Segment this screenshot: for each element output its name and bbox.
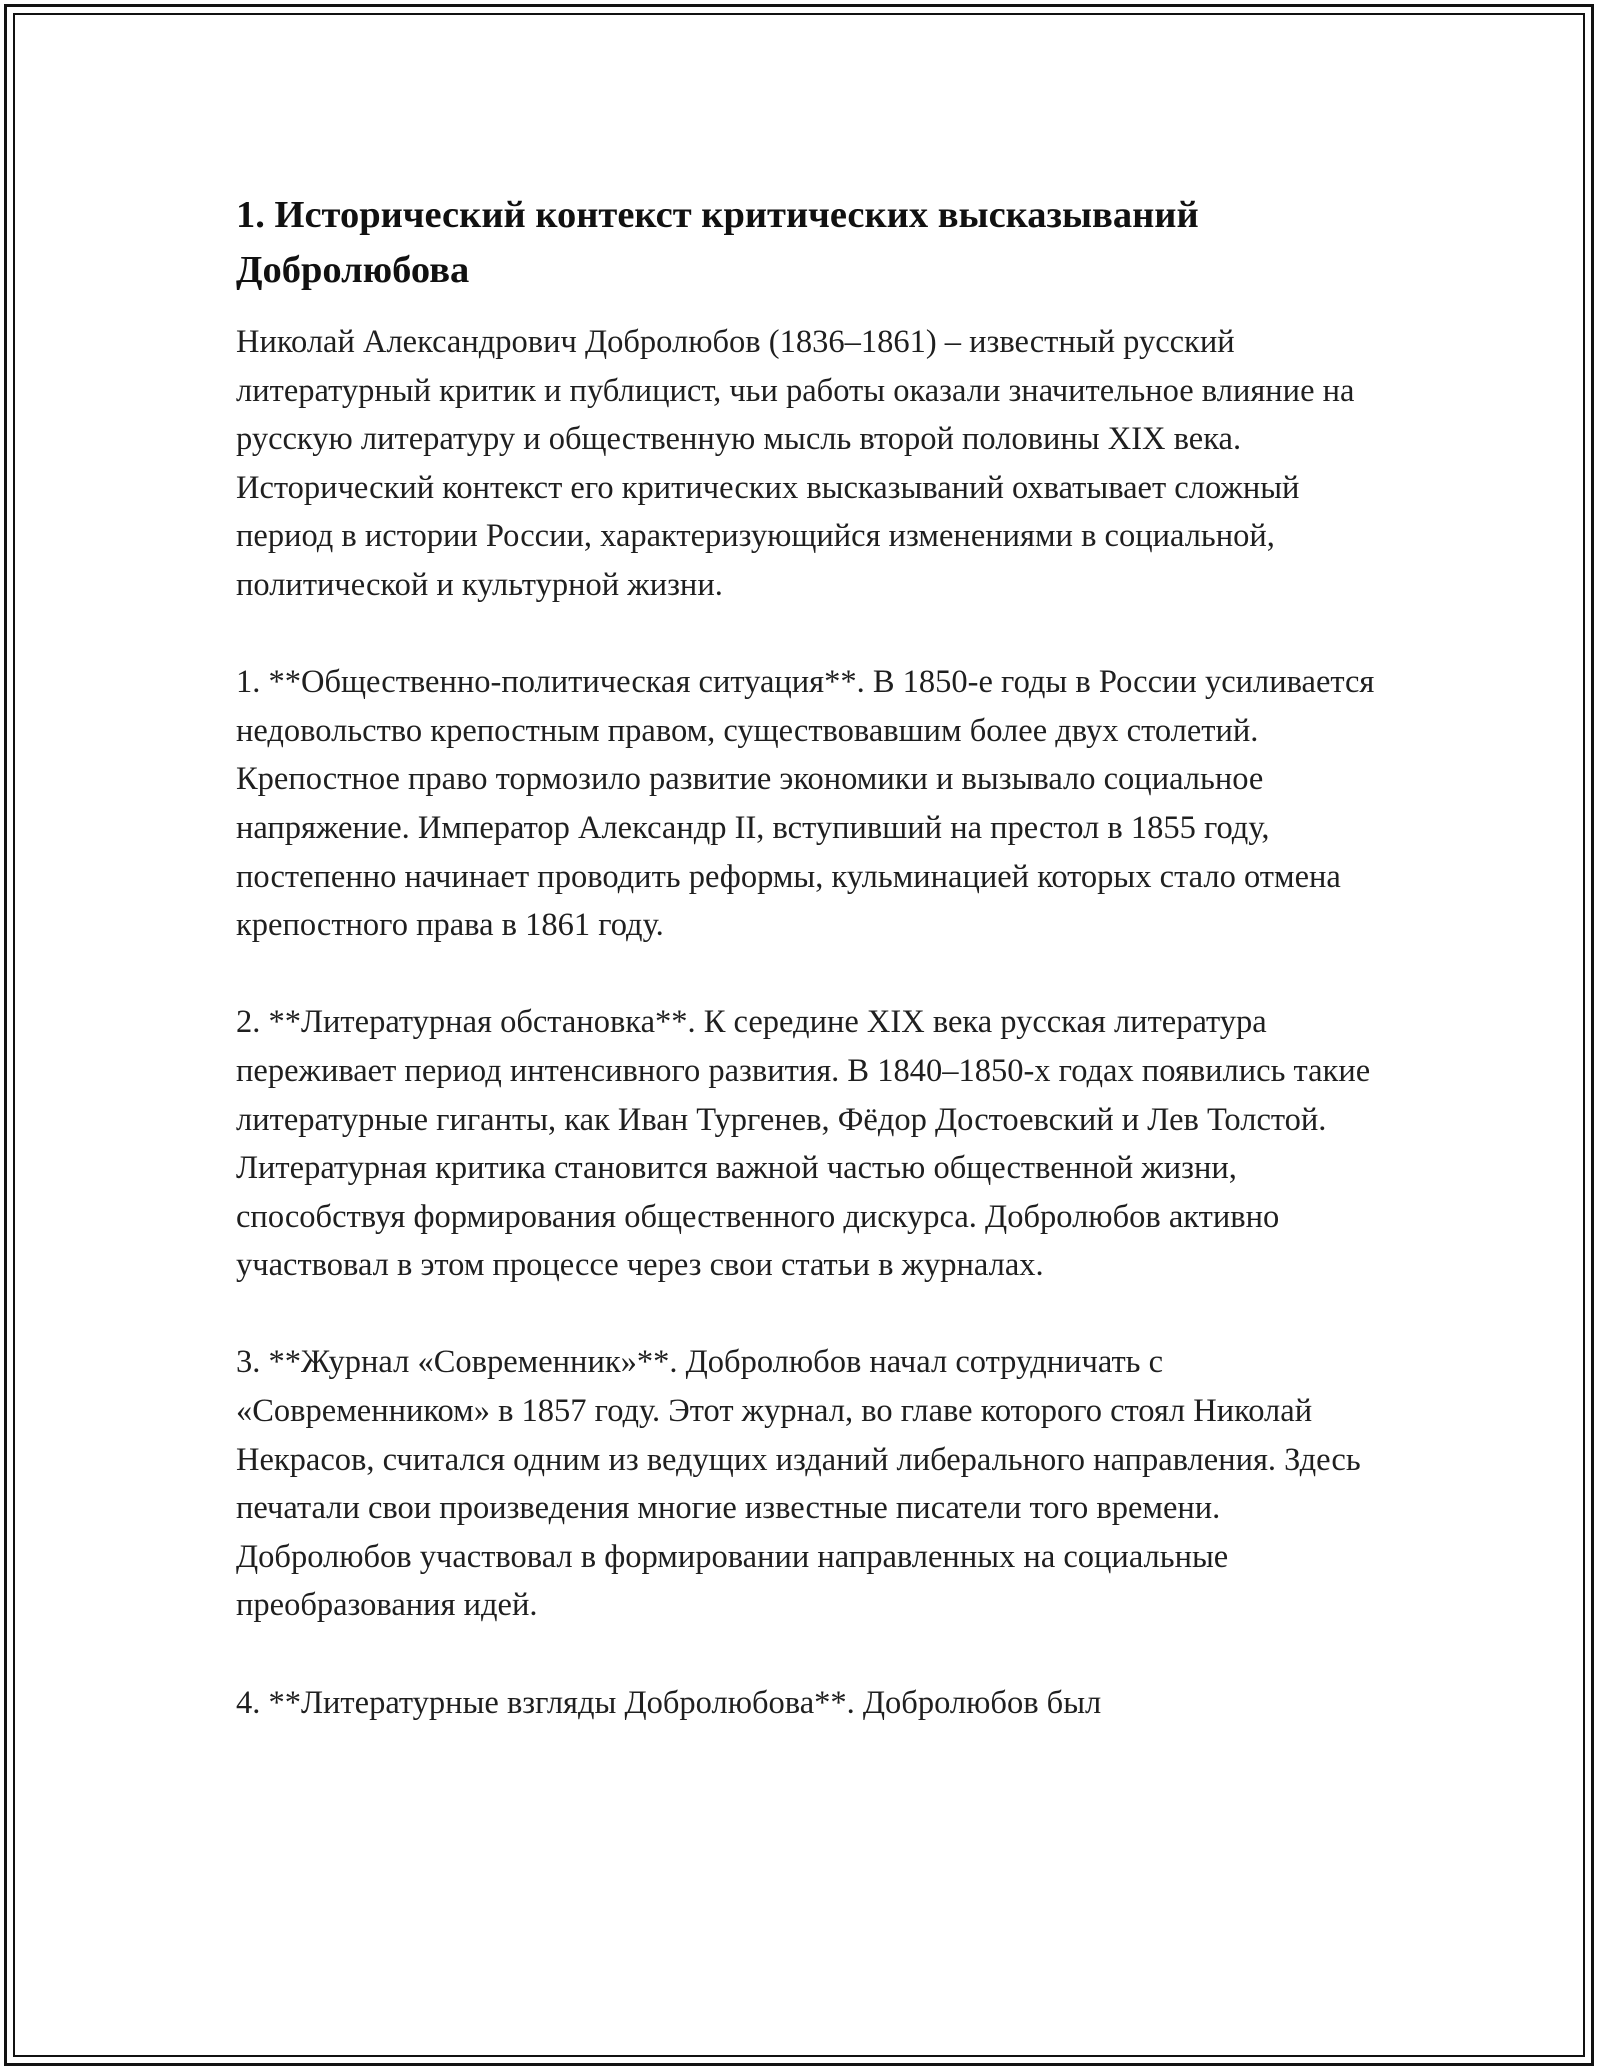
list-item-paragraph-2: 2. **Литературная обстановка**. К середине XIX века русская литература переживает период интенсивного развития. В 1840–1850-х годах появились такие литературные гиганты, как Иван Тургенев, Фёдор Достоевский и Лев Толстой. Литературная критика становится важной частью общественной жизни, способствуя формирования общественного дискурса. Добролюбов активно участвовал в этом процессе через свои статьи в журналах. xyxy=(236,1004,1371,1284)
list-item-paragraph-1: 1. **Общественно-политическая ситуация**. В 1850-е годы в России усиливается недовольство крепостным правом, существовавшим более двух столетий. Крепостное право тормозило развитие экономики и вызывало социальное напряжение. Император Александр II, вступивший на престол в 1855 году, постепенно начинает проводить реформы, кульминацией которых стало отмена крепостного права в 1861 году. xyxy=(236,664,1375,944)
list-item-paragraph-3: 3. **Журнал «Современник»**. Добролюбов начал сотрудничать с «Современником» в 1857 году. Этот журнал, во главе которого стоял Николай Некрасов, считался одним из ведущих изданий либерального направления. Здесь печатали свои произведения многие известные писатели того времени. Добролюбов участвовал в формировании направленных на социальные преобразования идей. xyxy=(236,1344,1361,1624)
section-heading: 1. Исторический контекст критических высказываний Добролюбова xyxy=(236,194,1199,291)
intro-paragraph: Николай Александрович Добролюбов (1836–1861) – известный русский литературный критик и публицист, чьи работы оказали значительное влияние на русскую литературу и общественную мысль второй половины XIX века. Исторический контекст его критических высказываний охватывает сложный период в истории России, характеризующийся изменениями в социальной, политической и культурной жизни. xyxy=(236,324,1355,603)
list-item-paragraph-4: 4. **Литературные взгляды Добролюбова**. Добролюбов был xyxy=(236,1684,1102,1721)
document-page xyxy=(236,188,1386,1727)
